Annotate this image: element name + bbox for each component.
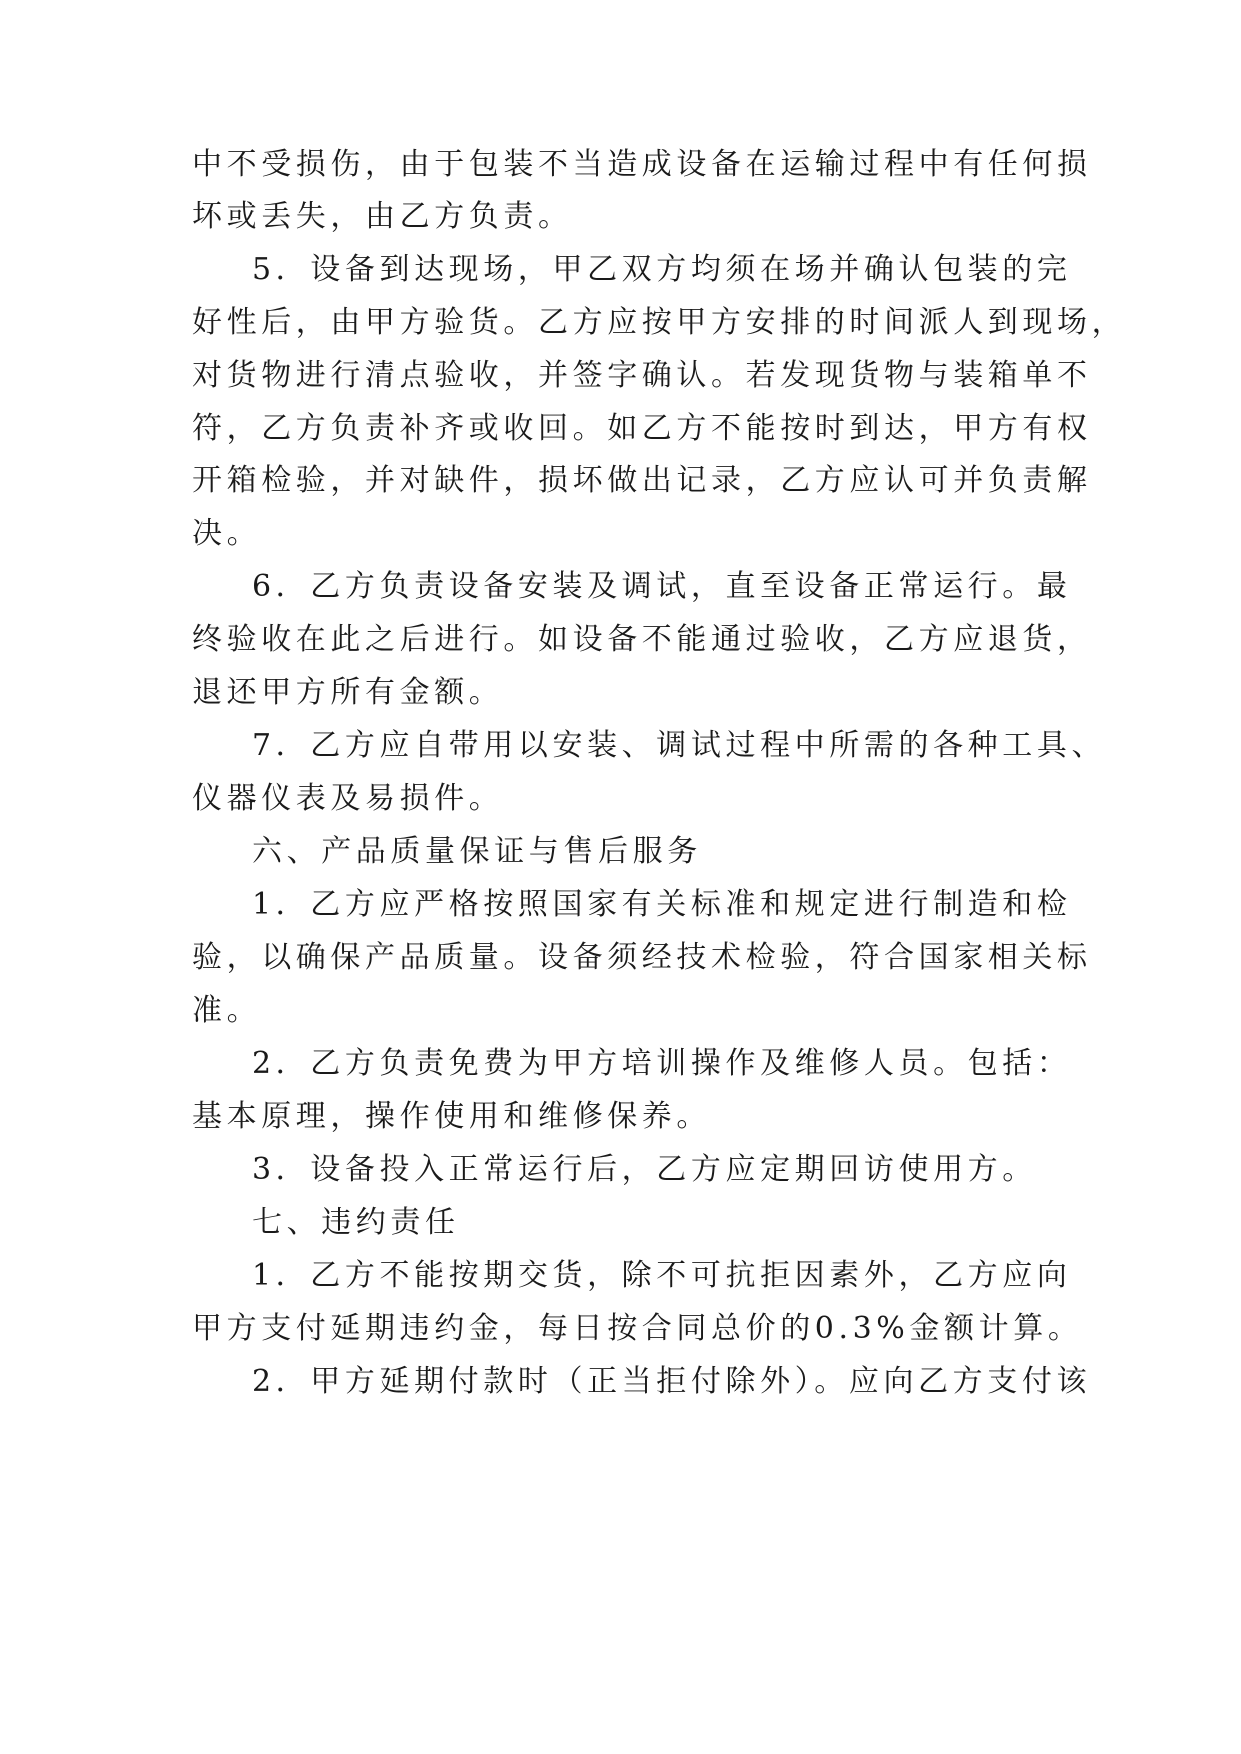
section-heading: 七、违约责任 [252, 1205, 460, 1240]
text-line: 3．设备投入正常运行后，乙方应定期回访使用方。 [252, 1152, 1037, 1187]
text-line: 对货物进行清点验收，并签字确认。若发现货物与装箱单不 [192, 358, 1092, 393]
section-heading: 六、产品质量保证与售后服务 [252, 834, 702, 869]
text-line: 符，乙方负责补齐或收回。如乙方不能按时到达，甲方有权 [192, 411, 1092, 446]
text-line: 准。 [192, 993, 262, 1028]
text-line: 基本原理，操作使用和维修保养。 [192, 1099, 711, 1134]
text-line: 好性后，由甲方验货。乙方应按甲方安排的时间派人到现场， [192, 305, 1127, 340]
text-line: 验，以确保产品质量。设备须经技术检验，符合国家相关标 [192, 940, 1092, 975]
text-line: 退还甲方所有金额。 [192, 675, 504, 710]
text-line: 1．乙方应严格按照国家有关标准和规定进行制造和检 [252, 887, 1072, 922]
text-line: 坏或丢失，由乙方负责。 [192, 199, 573, 234]
text-line: 2．甲方延期付款时（正当拒付除外）。应向乙方支付该 [252, 1364, 1092, 1399]
text-line: 开箱检验，并对缺件，损坏做出记录，乙方应认可并负责解 [192, 463, 1092, 498]
text-line: 甲方支付延期违约金，每日按合同总价的0.3%金额计算。 [192, 1311, 1083, 1346]
text-line: 1．乙方不能按期交货，除不可抗拒因素外，乙方应向 [252, 1258, 1072, 1293]
text-line: 6．乙方负责设备安装及调试，直至设备正常运行。最 [252, 569, 1072, 604]
text-line: 中不受损伤，由于包装不当造成设备在运输过程中有任何损 [192, 147, 1092, 182]
text-line: 决。 [192, 516, 262, 551]
text-line: 仪器仪表及易损件。 [192, 781, 504, 816]
text-line: 终验收在此之后进行。如设备不能通过验收，乙方应退货， [192, 622, 1092, 657]
text-line: 5．设备到达现场，甲乙双方均须在场并确认包装的完 [252, 252, 1072, 287]
text-line: 2．乙方负责免费为甲方培训操作及维修人员。包括： [252, 1046, 1072, 1081]
text-line: 7．乙方应自带用以安装、调试过程中所需的各种工具、 [252, 728, 1107, 763]
